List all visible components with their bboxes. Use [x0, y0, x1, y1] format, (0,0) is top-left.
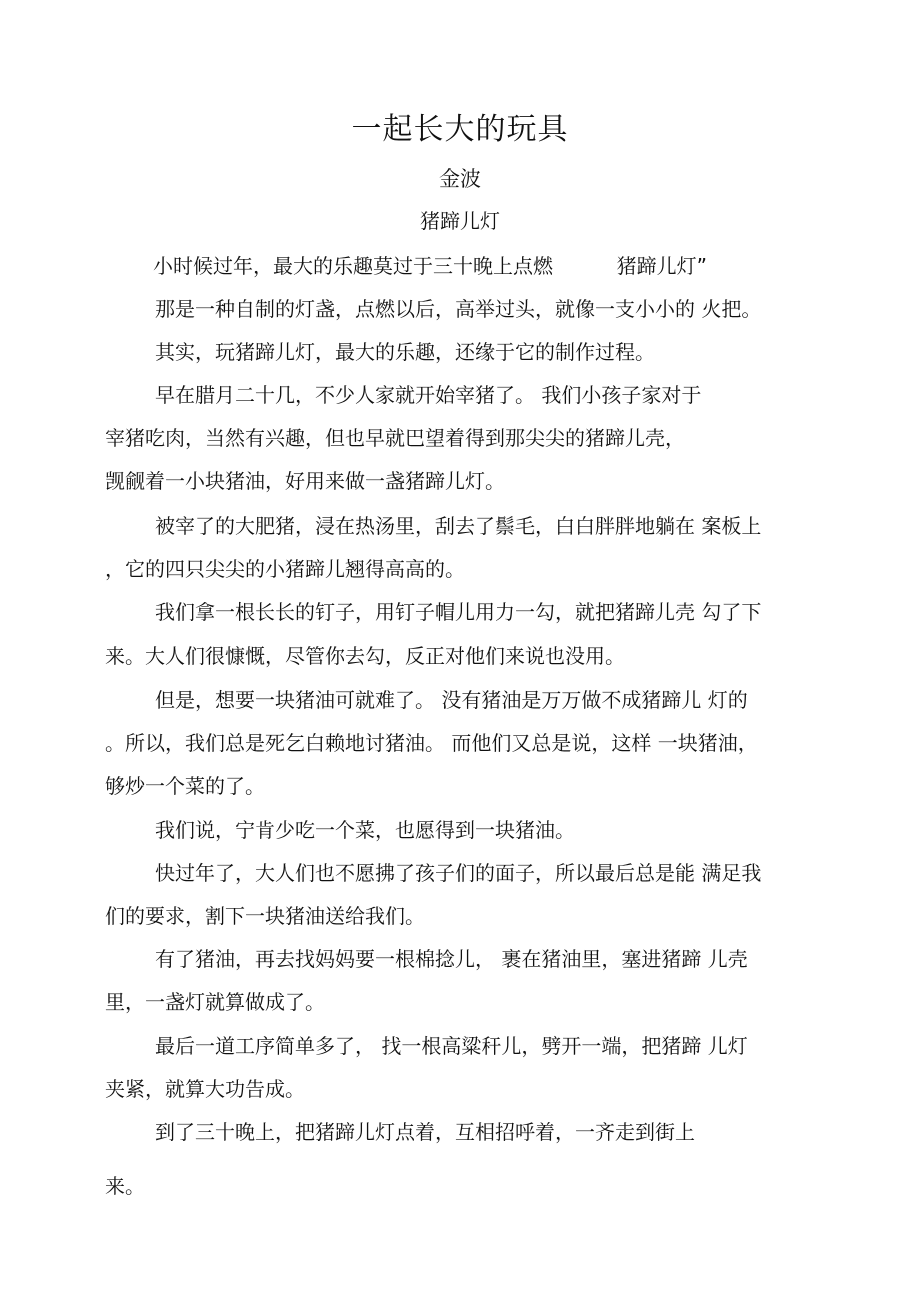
text-line: 最后一道工序简单多了， 找一根高粱秆儿，劈开一端，把猪蹄 儿灯 — [155, 1034, 748, 1058]
text-line: 们的要求，割下一块猪油送给我们。 — [105, 904, 425, 928]
text-line: 来。大人们很慷慨，尽管你去勾，反正对他们来说也没用。 — [105, 644, 625, 668]
text-line: 觊觎着一小块猪油，好用来做一盏猪蹄儿灯。 — [105, 469, 505, 493]
text-line: 夹紧，就算大功告成。 — [105, 1077, 305, 1101]
text-line: 宰猪吃肉，当然有兴趣，但也早就巴望着得到那尖尖的猪蹄儿壳， — [105, 426, 685, 450]
document-author: 金波 — [439, 167, 481, 191]
text-line: 到了三十晚上，把猪蹄儿灯点着，互相招呼着，一齐走到街上 — [155, 1120, 695, 1144]
text-line: 来。 — [105, 1174, 145, 1198]
text-line: 小时候过年，最大的乐趣莫过于三十晚上点燃 猪蹄儿灯” — [153, 254, 707, 278]
text-line: 够炒一个菜的了。 — [105, 774, 265, 798]
document-title: 一起长大的玩具 — [351, 112, 569, 147]
text-line: 有了猪油，再去找妈妈要一根棉捻儿， 裹在猪油里，塞进猪蹄 儿壳 — [155, 947, 748, 971]
text-line: 快过年了，大人们也不愿拂了孩子们的面子，所以最后总是能 满足我 — [155, 861, 762, 885]
text-line: 那是一种自制的灯盏，点燃以后，高举过头，就像一支小小的 火把。 — [155, 297, 762, 321]
text-line: 被宰了的大肥猪，浸在热汤里，刮去了鬃毛，白白胖胖地躺在 案板上 — [155, 514, 762, 538]
text-line: ，它的四只尖尖的小猪蹄儿翘得高高的。 — [105, 557, 465, 581]
text-line: 早在腊月二十几，不少人家就开始宰猪了。 我们小孩子家对于 — [155, 383, 702, 407]
section-subtitle: 猪蹄儿灯 — [420, 209, 500, 233]
text-line: 我们说，宁肯少吃一个菜，也愿得到一块猪油。 — [155, 818, 575, 842]
text-line: 。所以，我们总是死乞白赖地讨猪油。 而他们又总是说，这样 一块猪油， — [105, 731, 758, 755]
text-line: 但是，想要一块猪油可就难了。 没有猪油是万万做不成猪蹄儿 灯的 — [155, 688, 748, 712]
text-line: 里，一盏灯就算做成了。 — [105, 990, 325, 1014]
text-line: 其实，玩猪蹄儿灯，最大的乐趣，还缘于它的制作过程。 — [155, 340, 655, 364]
text-line: 我们拿一根长长的钉子，用钉子帽儿用力一勾，就把猪蹄儿壳 勾了下 — [155, 600, 762, 624]
